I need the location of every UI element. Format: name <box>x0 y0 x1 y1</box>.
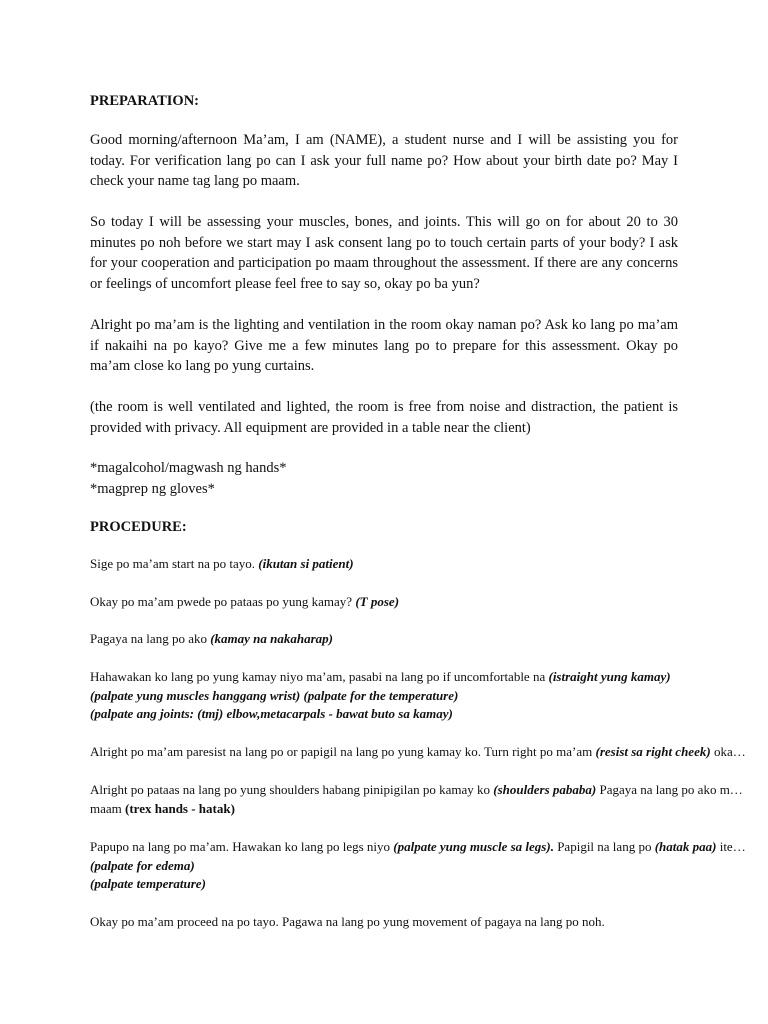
step-cue: (kamay na nakaharap) <box>210 631 334 646</box>
step-cue: (T pose) <box>355 594 400 609</box>
environment-paragraph: Alright po ma’am is the lighting and ventilation in the room okay naman po? Ask ko lang po ma’am if nakaihi na po kayo? Give me a few minutes lang po to prepare for this assessment. Okay po ma’am close ko lang po yung curtains. <box>90 317 678 374</box>
step-tail: ite… <box>716 839 746 854</box>
step-text: Papupo na lang po ma’am. Hawakan ko lang po legs niyo <box>90 839 394 854</box>
step-text: Hahawakan ko lang po yung kamay niyo ma’am, pasabi na lang po if uncomfortable na <box>90 669 549 684</box>
procedure-step-6 <box>90 781 743 818</box>
room-note-paragraph: (the room is well ventilated and lighted, the room is free from noise and distraction, the patient is provided with privacy. All equipment are provided in a table near the client) <box>90 399 678 436</box>
procedure-step-1 <box>90 555 354 574</box>
step-tail: oka… <box>710 744 746 759</box>
greeting-paragraph: Good morning/afternoon Ma’am, I am (NAME), a student nurse and I will be assisting you for today. For verification lang po can I ask your full name po? How about your birth date po? May I check your name tag lang po maam. <box>90 132 678 189</box>
step-tail: Pagaya na lang po ako m… <box>596 782 743 797</box>
step-text: Okay po ma’am proceed na po tayo. Pagawa na lang po yung movement of pagaya na lang po noh. <box>90 914 605 929</box>
procedure-step-5 <box>90 743 746 762</box>
step-cue-hatak-paa: (hatak paa) <box>654 839 717 854</box>
step-cue-edema: (palpate for edema) <box>90 857 195 873</box>
step-cue: (shoulders pababa) <box>493 782 597 797</box>
step-text: Sige po ma’am start na po tayo. <box>90 556 259 571</box>
procedure-step-2 <box>90 593 399 612</box>
procedure-heading: PROCEDURE: <box>90 519 187 535</box>
step-text: Alright po pataas na lang po yung shoulders habang pinipigilan po kamay ko <box>90 782 494 797</box>
procedure-step-8 <box>90 913 605 932</box>
step-cue: (istraight yung kamay) <box>548 669 671 684</box>
step-text-mid: Papigil na lang po <box>553 839 655 854</box>
step-text: Alright po ma’am paresist na lang po or papigil na lang po yung kamay ko. Turn right po ma’am <box>90 744 596 759</box>
step-cue-palpate-joints: (palpate ang joints: (tmj) elbow,metacarpals - bawat buto sa kamay) <box>90 706 453 721</box>
preparation-heading: PREPARATION: <box>90 93 200 109</box>
step-text-continued: maam <box>90 800 126 816</box>
step-cue-temperature: (palpate temperature) <box>90 876 206 891</box>
assessment-intro-paragraph: So today I will be assessing your muscles, bones, and joints. This will go on for about 20 to 30 minutes po noh before we start may I ask consent lang po to touch certain parts of your body? I ask for your cooperation and participation po maam throughout the assessment. If there are any concerns or feelings of uncomfort please feel free to say so, okay po ba yun? <box>90 214 678 292</box>
procedure-step-7 <box>90 838 746 894</box>
procedure-step-3 <box>90 630 333 649</box>
action-gloves: *magprep ng gloves* <box>90 480 215 497</box>
preparation-actions <box>90 458 678 499</box>
step-cue-palpate-muscles: (palpate yung muscles hanggang wrist) (palpate for the temperature) <box>90 687 459 703</box>
step-cue: (resist sa right cheek) <box>595 744 711 759</box>
step-cue: (ikutan si patient) <box>258 556 354 571</box>
procedure-step-4 <box>90 668 671 724</box>
step-text: Pagaya na lang po ako <box>90 631 211 646</box>
step-cue-trex-hands: (trex hands - hatak) <box>125 800 235 816</box>
step-text: Okay po ma’am pwede po pataas po yung kamay? <box>90 594 356 609</box>
action-alcohol: *magalcohol/magwash ng hands* <box>90 460 287 476</box>
step-cue: (palpate yung muscle sa legs). <box>393 839 554 854</box>
